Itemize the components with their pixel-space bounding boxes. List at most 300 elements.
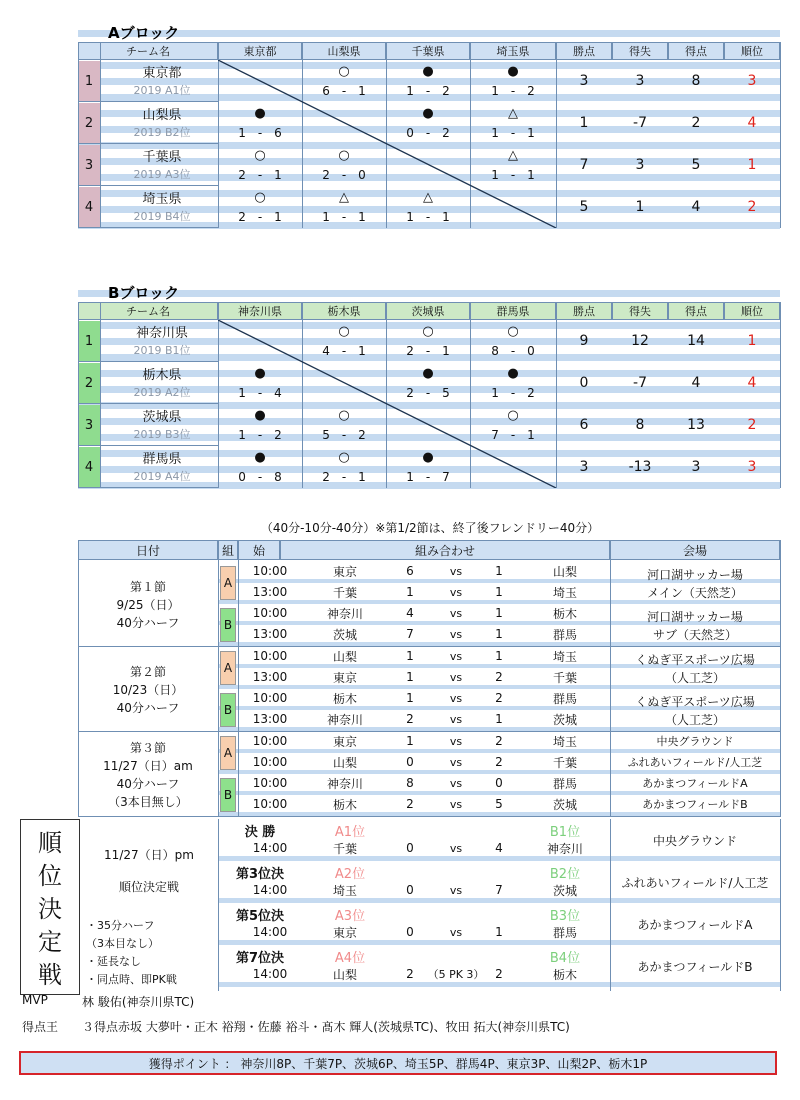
away-score: 1: [495, 649, 503, 663]
team-name: 栃木県: [142, 367, 182, 383]
vs-label: vs: [449, 564, 463, 578]
result-mark: ○: [338, 323, 350, 339]
kickoff-time: 13:00: [252, 627, 288, 641]
bg-stripe: [78, 30, 780, 37]
round-info: 40分ハーフ: [116, 700, 180, 715]
round-info: 第１節: [129, 579, 166, 594]
match-score: 1 - 1: [406, 209, 450, 224]
header-col: 千葉県: [386, 42, 470, 60]
vs-label: vs: [449, 712, 463, 726]
away-score: 4: [495, 841, 503, 855]
vs-label: vs: [449, 883, 463, 897]
away-score: 7: [495, 883, 503, 897]
schedule-col-line: [780, 540, 781, 817]
result-mark: ○: [338, 63, 350, 79]
away-team: 茨城: [552, 883, 577, 898]
header-team: チーム名: [78, 42, 218, 60]
match-score: 1 - 1: [322, 209, 366, 224]
row-number: 2: [78, 103, 100, 143]
match-score: 4 - 1: [322, 343, 366, 358]
stat-gf: 14: [687, 333, 705, 349]
away-team: 千葉: [552, 755, 577, 770]
home-team: 神奈川: [326, 606, 363, 621]
kickoff-time: 10:00: [252, 755, 288, 769]
row-number: 1: [78, 321, 100, 361]
stat-diff: 1: [635, 199, 645, 215]
slot-a: A3位: [334, 908, 366, 924]
stat-diff: 3: [635, 157, 645, 173]
match-score: 2 - 1: [238, 167, 282, 182]
away-team: 群馬: [552, 925, 577, 940]
finals-col-line: [780, 819, 781, 991]
stat-gf: 2: [691, 115, 701, 131]
vs-label: vs: [449, 670, 463, 684]
venue: メイン（天然芝）: [647, 585, 743, 600]
home-team: 東京: [332, 734, 357, 749]
match-score: 1 - 7: [406, 469, 450, 484]
points-summary: 獲得ポイント ： 神奈川8P、千葉7P、茨城6P、埼玉5P、群馬4P、東京3P、山梨2P、栃木1P: [19, 1051, 777, 1075]
match-score: 1 - 6: [238, 125, 282, 140]
stat-rank: 2: [747, 199, 757, 215]
stat-diff: 8: [635, 417, 645, 433]
match-score: 6 - 1: [322, 83, 366, 98]
away-score: 1: [495, 627, 503, 641]
stat-rank: 4: [747, 375, 757, 391]
prev-rank: 2019 B2位: [133, 126, 191, 139]
row-divider: [78, 227, 218, 228]
row-divider: [78, 185, 218, 186]
vs-label: vs: [449, 585, 463, 599]
slot-a: A4位: [334, 950, 366, 966]
away-score: 1: [495, 564, 503, 578]
match-score: 2 - 1: [238, 209, 282, 224]
finals-vertical-char: 定: [38, 927, 62, 956]
round-info: 9/25（日）: [116, 597, 180, 612]
home-score: 0: [406, 755, 414, 769]
header-col: 得失: [612, 302, 668, 320]
stat-pts: 3: [579, 73, 589, 89]
venue: 中央グラウンド: [656, 735, 734, 748]
schedule-header: 日付: [78, 540, 218, 560]
team-name: 茨城県: [142, 409, 182, 425]
group-badge: B: [220, 778, 236, 812]
result-mark: ●: [254, 407, 266, 423]
header-col: 得点: [668, 42, 724, 60]
stat-gf: 4: [691, 375, 701, 391]
scorer-text: ３得点赤坂 大夢叶・正木 裕翔・佐藤 裕斗・髙木 輝人(茨城県TC)、牧田 拓大(神奈川県TC): [82, 1020, 570, 1034]
schedule-header: 始: [238, 540, 280, 560]
stat-rank: 4: [747, 115, 757, 131]
match-score: 1 - 4: [238, 385, 282, 400]
match-score: 1 - 2: [491, 385, 535, 400]
result-mark: ○: [338, 407, 350, 423]
home-team: 神奈川: [326, 776, 363, 791]
col-divider: [556, 42, 557, 228]
bg-stripe: [78, 290, 780, 297]
match-score: 0 - 2: [406, 125, 450, 140]
vs-label: （5 PK 3）: [427, 968, 485, 981]
home-team: 栃木: [332, 691, 357, 706]
row-divider: [78, 487, 218, 488]
header-col: 勝点: [556, 42, 612, 60]
result-mark: ○: [422, 323, 434, 339]
row-divider: [78, 101, 218, 102]
group-badge: A: [220, 566, 236, 600]
team-name: 神奈川県: [135, 325, 188, 341]
home-score: 0: [406, 841, 414, 855]
stat-pts: 9: [579, 333, 589, 349]
finals-vertical-char: 決: [38, 894, 62, 923]
diagonal-line: [218, 60, 556, 228]
col-divider: [556, 302, 557, 488]
header-col: 得失: [612, 42, 668, 60]
vs-label: vs: [449, 734, 463, 748]
home-team: 東京: [332, 925, 357, 940]
match-score: 2 - 0: [322, 167, 366, 182]
home-score: 1: [406, 649, 414, 663]
kickoff-time: 14:00: [252, 883, 288, 897]
round-info: 40分ハーフ: [116, 776, 180, 791]
row-number: 2: [78, 363, 100, 403]
result-mark: ○: [507, 323, 519, 339]
finals-col-line: [218, 819, 219, 991]
group-badge: B: [220, 693, 236, 727]
match-score: 0 - 8: [238, 469, 282, 484]
finals-name: 順位決定戦: [118, 879, 179, 894]
result-mark: △: [423, 189, 433, 205]
result-mark: ○: [254, 147, 266, 163]
match-score: 2 - 5: [406, 385, 450, 400]
schedule-col-line: [218, 540, 219, 817]
vs-label: vs: [449, 797, 463, 811]
home-score: 1: [406, 670, 414, 684]
away-team: 栃木: [552, 967, 577, 982]
match-score: 7 - 1: [491, 427, 535, 442]
kickoff-time: 13:00: [252, 585, 288, 599]
team-name: 山梨県: [142, 107, 182, 123]
away-score: 1: [495, 712, 503, 726]
row-number: 3: [78, 405, 100, 445]
header-col: 山梨県: [302, 42, 386, 60]
venue: くぬぎ平スポーツ広場: [635, 694, 755, 709]
stat-pts: 0: [579, 375, 589, 391]
header-col: 栃木県: [302, 302, 386, 320]
home-score: 2: [406, 712, 414, 726]
round-info: 40分ハーフ: [116, 615, 180, 630]
result-mark: △: [508, 147, 518, 163]
round-info: （3本目無し）: [108, 794, 188, 809]
game-label: 第3位決: [235, 866, 285, 882]
stat-diff: -13: [628, 459, 652, 475]
home-team: 栃木: [332, 797, 357, 812]
home-team: 千葉: [332, 585, 357, 600]
away-team: 神奈川: [546, 841, 583, 856]
match-score: 1 - 2: [238, 427, 282, 442]
vs-label: vs: [449, 841, 463, 855]
home-score: 0: [406, 883, 414, 897]
away-team: 埼玉: [552, 649, 577, 664]
venue: （人工芝）: [664, 670, 725, 685]
home-team: 東京: [332, 564, 357, 579]
finals-rule: ・同点時、即PK戦: [86, 973, 177, 986]
venue: くぬぎ平スポーツ広場: [635, 652, 755, 667]
header-col: 埼玉県: [470, 42, 556, 60]
stat-gf: 8: [691, 73, 701, 89]
game-label: 第5位決: [235, 908, 285, 924]
stat-pts: 6: [579, 417, 589, 433]
finals-date: 11/27（日）pm: [104, 847, 194, 862]
home-score: 1: [406, 585, 414, 599]
result-mark: ●: [422, 365, 434, 381]
home-score: 6: [406, 564, 414, 578]
away-score: 2: [495, 734, 503, 748]
round-info: 第３節: [129, 740, 166, 755]
stat-pts: 5: [579, 199, 589, 215]
match-score: 1 - 1: [491, 125, 535, 140]
schedule-header: 会場: [610, 540, 780, 560]
stat-pts: 3: [579, 459, 589, 475]
away-score: 1: [495, 606, 503, 620]
match-score: 8 - 0: [491, 343, 535, 358]
scorer-label: 得点王: [22, 1020, 59, 1034]
round-info: 第２節: [129, 664, 166, 679]
venue: ふれあいフィールド/人工芝: [621, 875, 769, 890]
result-mark: ●: [254, 365, 266, 381]
result-mark: ●: [507, 63, 519, 79]
venue: サブ（天然芝）: [652, 627, 737, 642]
game-label: 決 勝: [244, 824, 276, 840]
home-score: 0: [406, 925, 414, 939]
header-col: 群馬県: [470, 302, 556, 320]
home-team: 茨城: [332, 627, 357, 642]
mvp-text: 林 駿佑(神奈川県TC): [82, 995, 195, 1009]
row-divider: [78, 143, 218, 144]
result-mark: △: [339, 189, 349, 205]
away-team: 群馬: [552, 691, 577, 706]
header-col: 神奈川県: [218, 302, 302, 320]
away-score: 2: [495, 670, 503, 684]
blockA-title: Aブロック: [108, 24, 180, 42]
home-team: 千葉: [332, 841, 357, 856]
team-name: 埼玉県: [142, 191, 182, 207]
prev-rank: 2019 A1位: [133, 84, 191, 97]
slot-b: B4位: [549, 950, 581, 966]
kickoff-time: 13:00: [252, 712, 288, 726]
away-team: 千葉: [552, 670, 577, 685]
finals-rule: ・35分ハーフ: [86, 919, 155, 932]
vs-label: vs: [449, 691, 463, 705]
venue: 河口湖サッカー場: [647, 567, 743, 582]
away-score: 2: [495, 967, 503, 981]
vs-label: vs: [449, 776, 463, 790]
kickoff-time: 14:00: [252, 967, 288, 981]
result-mark: ○: [254, 189, 266, 205]
match-score: 2 - 1: [406, 343, 450, 358]
slot-a: A1位: [334, 824, 366, 840]
kickoff-time: 10:00: [252, 776, 288, 790]
home-team: 神奈川: [326, 712, 363, 727]
row-number: 4: [78, 447, 100, 487]
match-score: 2 - 1: [322, 469, 366, 484]
home-team: 埼玉: [332, 883, 357, 898]
result-mark: ●: [422, 63, 434, 79]
schedule-header: 組み合わせ: [280, 540, 610, 560]
stat-gf: 13: [687, 417, 705, 433]
stat-diff: 12: [631, 333, 649, 349]
match-score: 5 - 2: [322, 427, 366, 442]
round-info: 11/27（日）am: [103, 758, 193, 773]
prev-rank: 2019 A2位: [133, 386, 191, 399]
stat-rank: 3: [747, 459, 757, 475]
prev-rank: 2019 B3位: [133, 428, 191, 441]
result-mark: ●: [422, 105, 434, 121]
finals-vertical-char: 位: [38, 861, 62, 890]
header-col: 順位: [724, 302, 780, 320]
kickoff-time: 14:00: [252, 841, 288, 855]
vs-label: vs: [449, 627, 463, 641]
home-score: 1: [406, 734, 414, 748]
match-score: 1 - 2: [491, 83, 535, 98]
home-score: 2: [406, 967, 414, 981]
schedule-note: （40分-10分-40分）※第1/2節は、終了後フレンドリー40分）: [260, 520, 600, 535]
venue: あかまつフィールドA: [642, 777, 748, 790]
kickoff-time: 14:00: [252, 925, 288, 939]
stat-gf: 4: [691, 199, 701, 215]
home-score: 7: [406, 627, 414, 641]
schedule-header: 組: [218, 540, 238, 560]
header-col: 勝点: [556, 302, 612, 320]
col-divider: [780, 42, 781, 228]
home-score: 4: [406, 606, 414, 620]
stat-rank: 3: [747, 73, 757, 89]
away-team: 群馬: [552, 776, 577, 791]
schedule-col-line: [78, 540, 79, 817]
finals-col-line: [610, 819, 611, 991]
away-score: 5: [495, 797, 503, 811]
kickoff-time: 10:00: [252, 691, 288, 705]
kickoff-time: 10:00: [252, 606, 288, 620]
away-score: 1: [495, 585, 503, 599]
prev-rank: 2019 B1位: [133, 344, 191, 357]
result-mark: △: [508, 105, 518, 121]
away-team: 埼玉: [552, 585, 577, 600]
home-team: 山梨: [332, 649, 357, 664]
slot-a: A2位: [334, 866, 366, 882]
header-col: 順位: [724, 42, 780, 60]
vs-label: vs: [449, 755, 463, 769]
away-team: 埼玉: [552, 734, 577, 749]
home-score: 1: [406, 691, 414, 705]
header-team: チーム名: [78, 302, 218, 320]
venue: 中央グラウンド: [652, 833, 737, 848]
away-team: 茨城: [552, 712, 577, 727]
vs-label: vs: [449, 606, 463, 620]
away-score: 2: [495, 691, 503, 705]
vs-label: vs: [449, 925, 463, 939]
stat-rank: 1: [747, 157, 757, 173]
kickoff-time: 13:00: [252, 670, 288, 684]
mvp-label: MVP: [22, 993, 48, 1007]
slot-b: B2位: [549, 866, 581, 882]
result-mark: ●: [422, 449, 434, 465]
group-badge: A: [220, 651, 236, 685]
round-divider: [78, 646, 780, 647]
group-badge: A: [220, 736, 236, 770]
row-number: 3: [78, 145, 100, 185]
slot-b: B1位: [549, 824, 581, 840]
away-score: 0: [495, 776, 503, 790]
group-badge: B: [220, 608, 236, 642]
stat-rank: 1: [747, 333, 757, 349]
prev-rank: 2019 A3位: [133, 168, 191, 181]
match-score: 1 - 2: [406, 83, 450, 98]
venue: あかまつフィールドB: [642, 798, 748, 811]
round-divider: [78, 816, 780, 817]
vs-label: vs: [449, 649, 463, 663]
kickoff-time: 10:00: [252, 797, 288, 811]
venue: 河口湖サッカー場: [647, 609, 743, 624]
match-score: 1 - 1: [491, 167, 535, 182]
finals-rule: ・延長なし: [86, 955, 141, 968]
prev-rank: 2019 A4位: [133, 470, 191, 483]
result-mark: ●: [507, 365, 519, 381]
col-divider: [780, 302, 781, 488]
row-divider: [78, 403, 218, 404]
stat-diff: -7: [633, 375, 647, 391]
round-info: 10/23（日）: [112, 682, 184, 697]
result-mark: ○: [507, 407, 519, 423]
row-number: 4: [78, 187, 100, 227]
team-name: 群馬県: [142, 451, 182, 467]
stat-diff: 3: [635, 73, 645, 89]
away-team: 茨城: [552, 797, 577, 812]
kickoff-time: 10:00: [252, 649, 288, 663]
game-label: 第7位決: [235, 950, 285, 966]
schedule-col-line: [238, 540, 239, 817]
header-col: 得点: [668, 302, 724, 320]
stat-pts: 1: [579, 115, 589, 131]
home-team: 東京: [332, 670, 357, 685]
away-team: 山梨: [552, 564, 577, 579]
col-divider: [78, 302, 79, 488]
col-divider: [78, 42, 79, 228]
finals-rule: （3本目なし）: [86, 937, 159, 950]
kickoff-time: 10:00: [252, 734, 288, 748]
away-team: 群馬: [552, 627, 577, 642]
header-col: 東京都: [218, 42, 302, 60]
stat-gf: 3: [691, 459, 701, 475]
col-divider: [100, 42, 101, 228]
col-divider: [100, 302, 101, 488]
result-mark: ○: [338, 147, 350, 163]
stat-gf: 5: [691, 157, 701, 173]
prev-rank: 2019 B4位: [133, 210, 191, 223]
home-team: 山梨: [332, 755, 357, 770]
result-mark: ●: [254, 449, 266, 465]
stat-pts: 7: [579, 157, 589, 173]
team-name: 東京都: [142, 65, 182, 81]
header-col: 茨城県: [386, 302, 470, 320]
venue: あかまつフィールドA: [637, 917, 753, 932]
row-number: 1: [78, 61, 100, 101]
result-mark: ○: [338, 449, 350, 465]
stat-rank: 2: [747, 417, 757, 433]
team-name: 千葉県: [142, 149, 182, 165]
row-divider: [78, 445, 218, 446]
kickoff-time: 10:00: [252, 564, 288, 578]
home-score: 8: [406, 776, 414, 790]
home-score: 2: [406, 797, 414, 811]
